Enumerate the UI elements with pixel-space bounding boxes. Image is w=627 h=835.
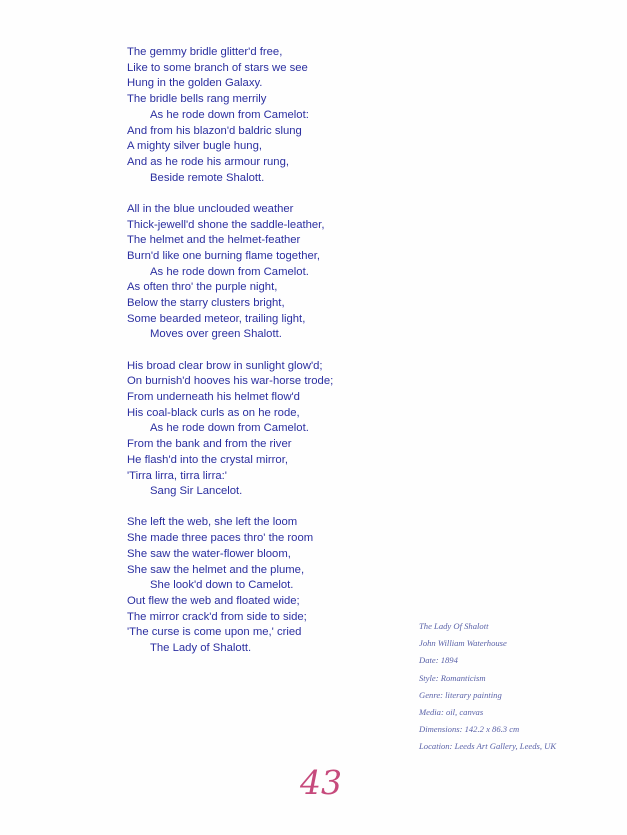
poem-line-indented: As he rode down from Camelot: [150,108,309,121]
caption-media: Media: oil, canvas [419,707,484,718]
poem-text [127,45,427,672]
poem-line: She saw the helmet and the plume, [127,563,305,576]
poem-line: Out flew the web and floated wide; [127,595,300,607]
poem-line: And as he rode his armour rung, [127,155,290,168]
poem-line: Below the starry clusters bright, [127,297,285,310]
caption-dimensions: Dimensions: 142.2 x 86.3 cm [419,724,520,735]
caption-genre: Genre: literary painting [419,689,502,700]
poem-line: The bridle bells rang merrily [127,93,267,106]
stanza-2 [127,202,427,343]
poem-line: 'Tirra lirra, tirra lirra:' [127,469,227,482]
poem-line: He flash'd into the crystal mirror, [127,453,288,466]
page-number: 43 [300,763,342,802]
caption-location: Location: Leeds Art Gallery, Leeds, UK [419,741,557,752]
poem-line: The mirror crack'd from side to side; [127,610,307,623]
stanza-3 [127,359,427,500]
poem-line-indented: She look'd down to Camelot. [150,579,294,592]
poem-line: All in the blue unclouded weather [127,202,294,215]
poem-line: The gemmy bridle glitter'd free, [127,46,283,58]
caption-artist: John William Waterhouse [419,638,507,649]
poem-line: She made three paces thro' the room [127,532,314,545]
poem-line: His coal-black curls as on he rode, [127,406,300,419]
caption-date: Date: 1894 [419,655,458,666]
poem-line: His broad clear brow in sunlight glow'd; [127,359,323,372]
poem-line: She left the web, she left the loom [127,516,298,529]
poem-line: Burn'd like one burning flame together, [127,249,321,262]
poem-line-indented: The Lady of Shalott. [150,642,252,655]
poem-line: Some bearded meteor, trailing light, [127,312,306,325]
poem-line: And from his blazon'd baldric slung [127,124,302,137]
poem-line: As often thro' the purple night, [127,281,278,294]
poem-line: From underneath his helmet flow'd [127,391,300,404]
poem-line: A mighty silver bugle hung, [127,140,263,153]
poem-line: The helmet and the helmet-feather [127,234,301,247]
poem-line-indented: Beside remote Shalott. [150,171,265,184]
poem-line: From the bank and from the river [127,438,292,451]
caption-title: The Lady Of Shalott [419,621,489,631]
stanza-4 [127,515,427,656]
poem-line: Like to some branch of stars we see [127,61,308,74]
poem-line: 'The curse is come upon me,' cried [127,626,302,639]
poem-line: Hung in the golden Galaxy. [127,77,263,90]
poem-line: On burnish'd hooves his war-horse trode; [127,375,334,388]
caption-style: Style: Romanticism [419,672,486,683]
poem-line-indented: Sang Sir Lancelot. [150,485,243,498]
poem-line: Thick-jewell'd shone the saddle-leather, [127,218,325,231]
poem-line-indented: As he rode down from Camelot. [150,265,309,278]
stanza-1 [127,45,427,186]
painting-caption [419,618,619,756]
poem-line-indented: Moves over green Shalott. [150,328,282,341]
poem-line-indented: As he rode down from Camelot. [150,422,309,435]
poem-line: She saw the water-flower bloom, [127,547,291,560]
